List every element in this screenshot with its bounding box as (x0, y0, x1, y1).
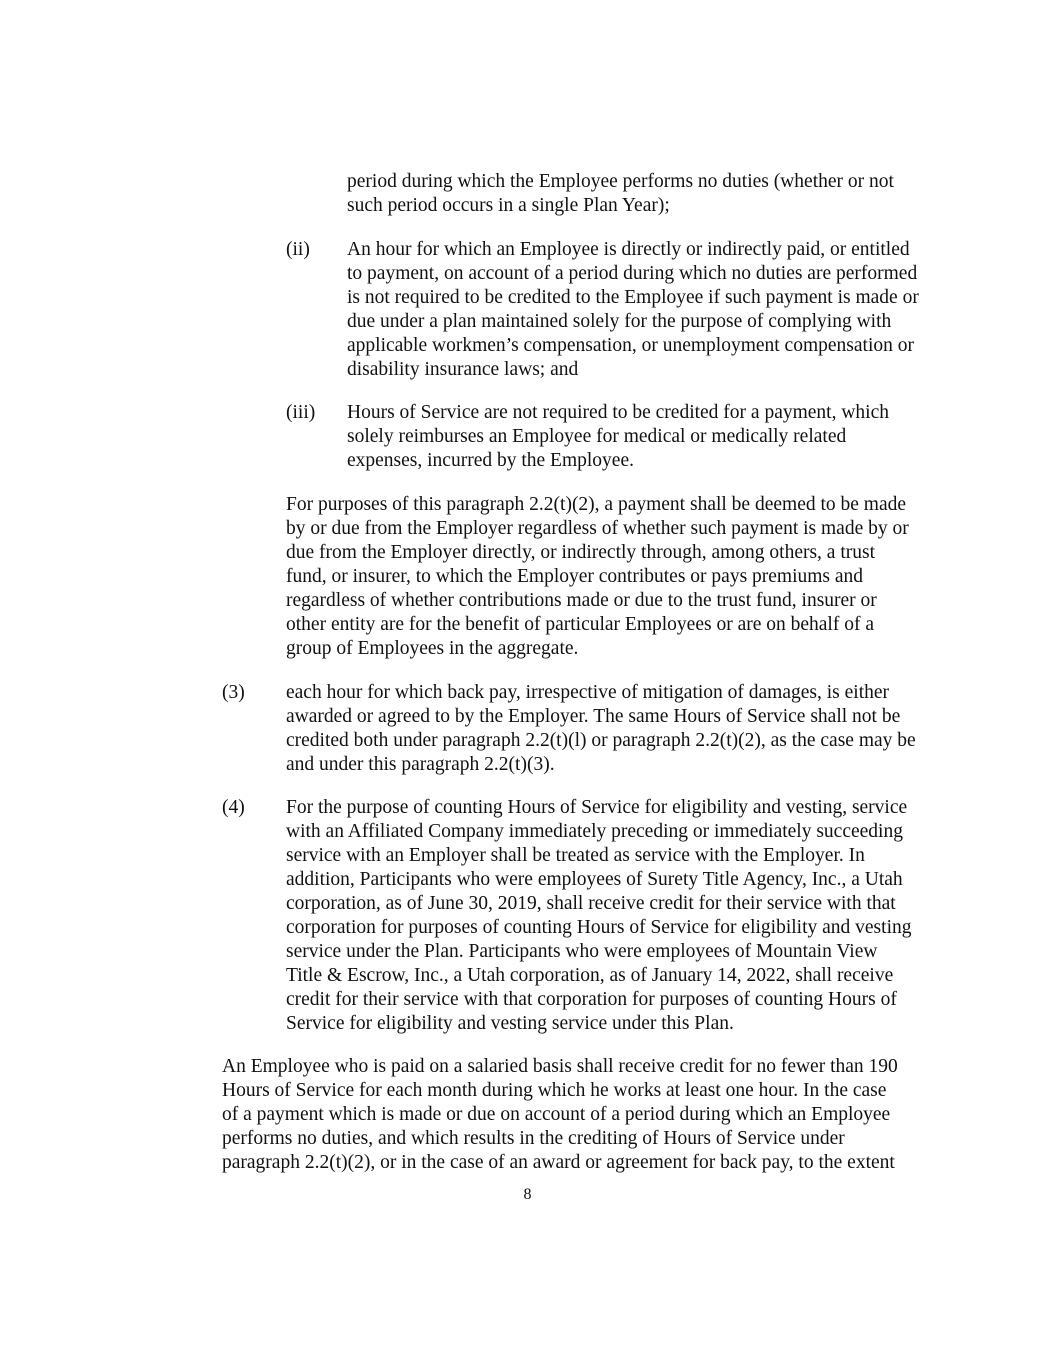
text-line: period during which the Employee performs no duties (whether or not (347, 171, 894, 192)
text-line: other entity are for the benefit of particular Employees or are on behalf of a (286, 614, 874, 635)
text-line: solely reimburses an Employee for medical or medically related (347, 426, 847, 447)
text-line: by or due from the Employer regardless of whether such payment is made by or (286, 518, 909, 539)
text-line: expenses, incurred by the Employee. (347, 450, 634, 471)
text-line: to payment, on account of a period during which no duties are performed (347, 263, 918, 284)
item-4-marker: (4) (222, 797, 245, 818)
text-line: due under a plan maintained solely for the purpose of complying with (347, 311, 892, 332)
text-line: regardless of whether contributions made or due to the trust fund, insurer or (286, 590, 877, 611)
purposes-paragraph (286, 493, 909, 661)
text-line: fund, or insurer, to which the Employer contributes or pays premiums and (286, 566, 864, 587)
item-4-text (286, 796, 912, 1036)
text-line: each hour for which back pay, irrespective of mitigation of damages, is either (286, 682, 890, 703)
text-line: Hours of Service for each month during which he works at least one hour. In the case (222, 1080, 887, 1101)
text-line: service with an Employer shall be treated as service with the Employer. In (286, 845, 865, 866)
salaried-paragraph (222, 1055, 898, 1175)
text-line: corporation, as of June 30, 2019, shall receive credit for their service with that (286, 893, 896, 914)
text-line: Hours of Service are not required to be credited for a payment, which (347, 402, 890, 423)
item-3-text (286, 681, 916, 777)
text-line: applicable workmen’s compensation, or unemployment compensation or (347, 335, 914, 356)
text-line: disability insurance laws; and (347, 359, 579, 380)
text-line: credit for their service with that corporation for purposes of counting Hours of (286, 989, 897, 1010)
text-line: and under this paragraph 2.2(t)(3). (286, 754, 555, 775)
text-line: group of Employees in the aggregate. (286, 638, 579, 659)
item-ii-text (347, 238, 919, 382)
text-line: credited both under paragraph 2.2(t)(l) or paragraph 2.2(t)(2), as the case may be (286, 730, 916, 751)
text-line: performs no duties, and which results in the crediting of Hours of Service under (222, 1128, 845, 1149)
continued-paragraph (347, 170, 894, 218)
text-line: due from the Employer directly, or indirectly through, among others, a trust (286, 542, 875, 563)
text-line: service under the Plan. Participants who were employees of Mountain View (286, 941, 878, 962)
page-number: 8 (523, 1186, 532, 1203)
text-line: For the purpose of counting Hours of Service for eligibility and vesting, service (286, 797, 908, 818)
text-line: For purposes of this paragraph 2.2(t)(2), a payment shall be deemed to be made (286, 494, 907, 515)
text-line: An Employee who is paid on a salaried basis shall receive credit for no fewer than 190 (222, 1056, 898, 1077)
text-line: paragraph 2.2(t)(2), or in the case of an award or agreement for back pay, to the extent (222, 1152, 895, 1173)
text-line: of a payment which is made or due on account of a period during which an Employee (222, 1104, 891, 1125)
text-line: awarded or agreed to by the Employer. The same Hours of Service shall not be (286, 706, 901, 727)
text-line: such period occurs in a single Plan Year); (347, 195, 670, 216)
item-3-marker: (3) (222, 682, 245, 703)
text-line: Service for eligibility and vesting service under this Plan. (286, 1013, 734, 1034)
text-line: An hour for which an Employee is directly or indirectly paid, or entitled (347, 239, 910, 260)
text-line: corporation for purposes of counting Hours of Service for eligibility and vesting (286, 917, 912, 938)
text-line: addition, Participants who were employees of Surety Title Agency, Inc., a Utah (286, 869, 903, 890)
item-iii-marker: (iii) (286, 402, 316, 423)
text-line: is not required to be credited to the Employee if such payment is made or (347, 287, 919, 308)
text-line: Title & Escrow, Inc., a Utah corporation, as of January 14, 2022, shall receive (286, 965, 894, 986)
text-line: with an Affiliated Company immediately preceding or immediately succeeding (286, 821, 903, 842)
item-ii-marker: (ii) (286, 239, 310, 260)
item-iii-text (347, 401, 889, 473)
